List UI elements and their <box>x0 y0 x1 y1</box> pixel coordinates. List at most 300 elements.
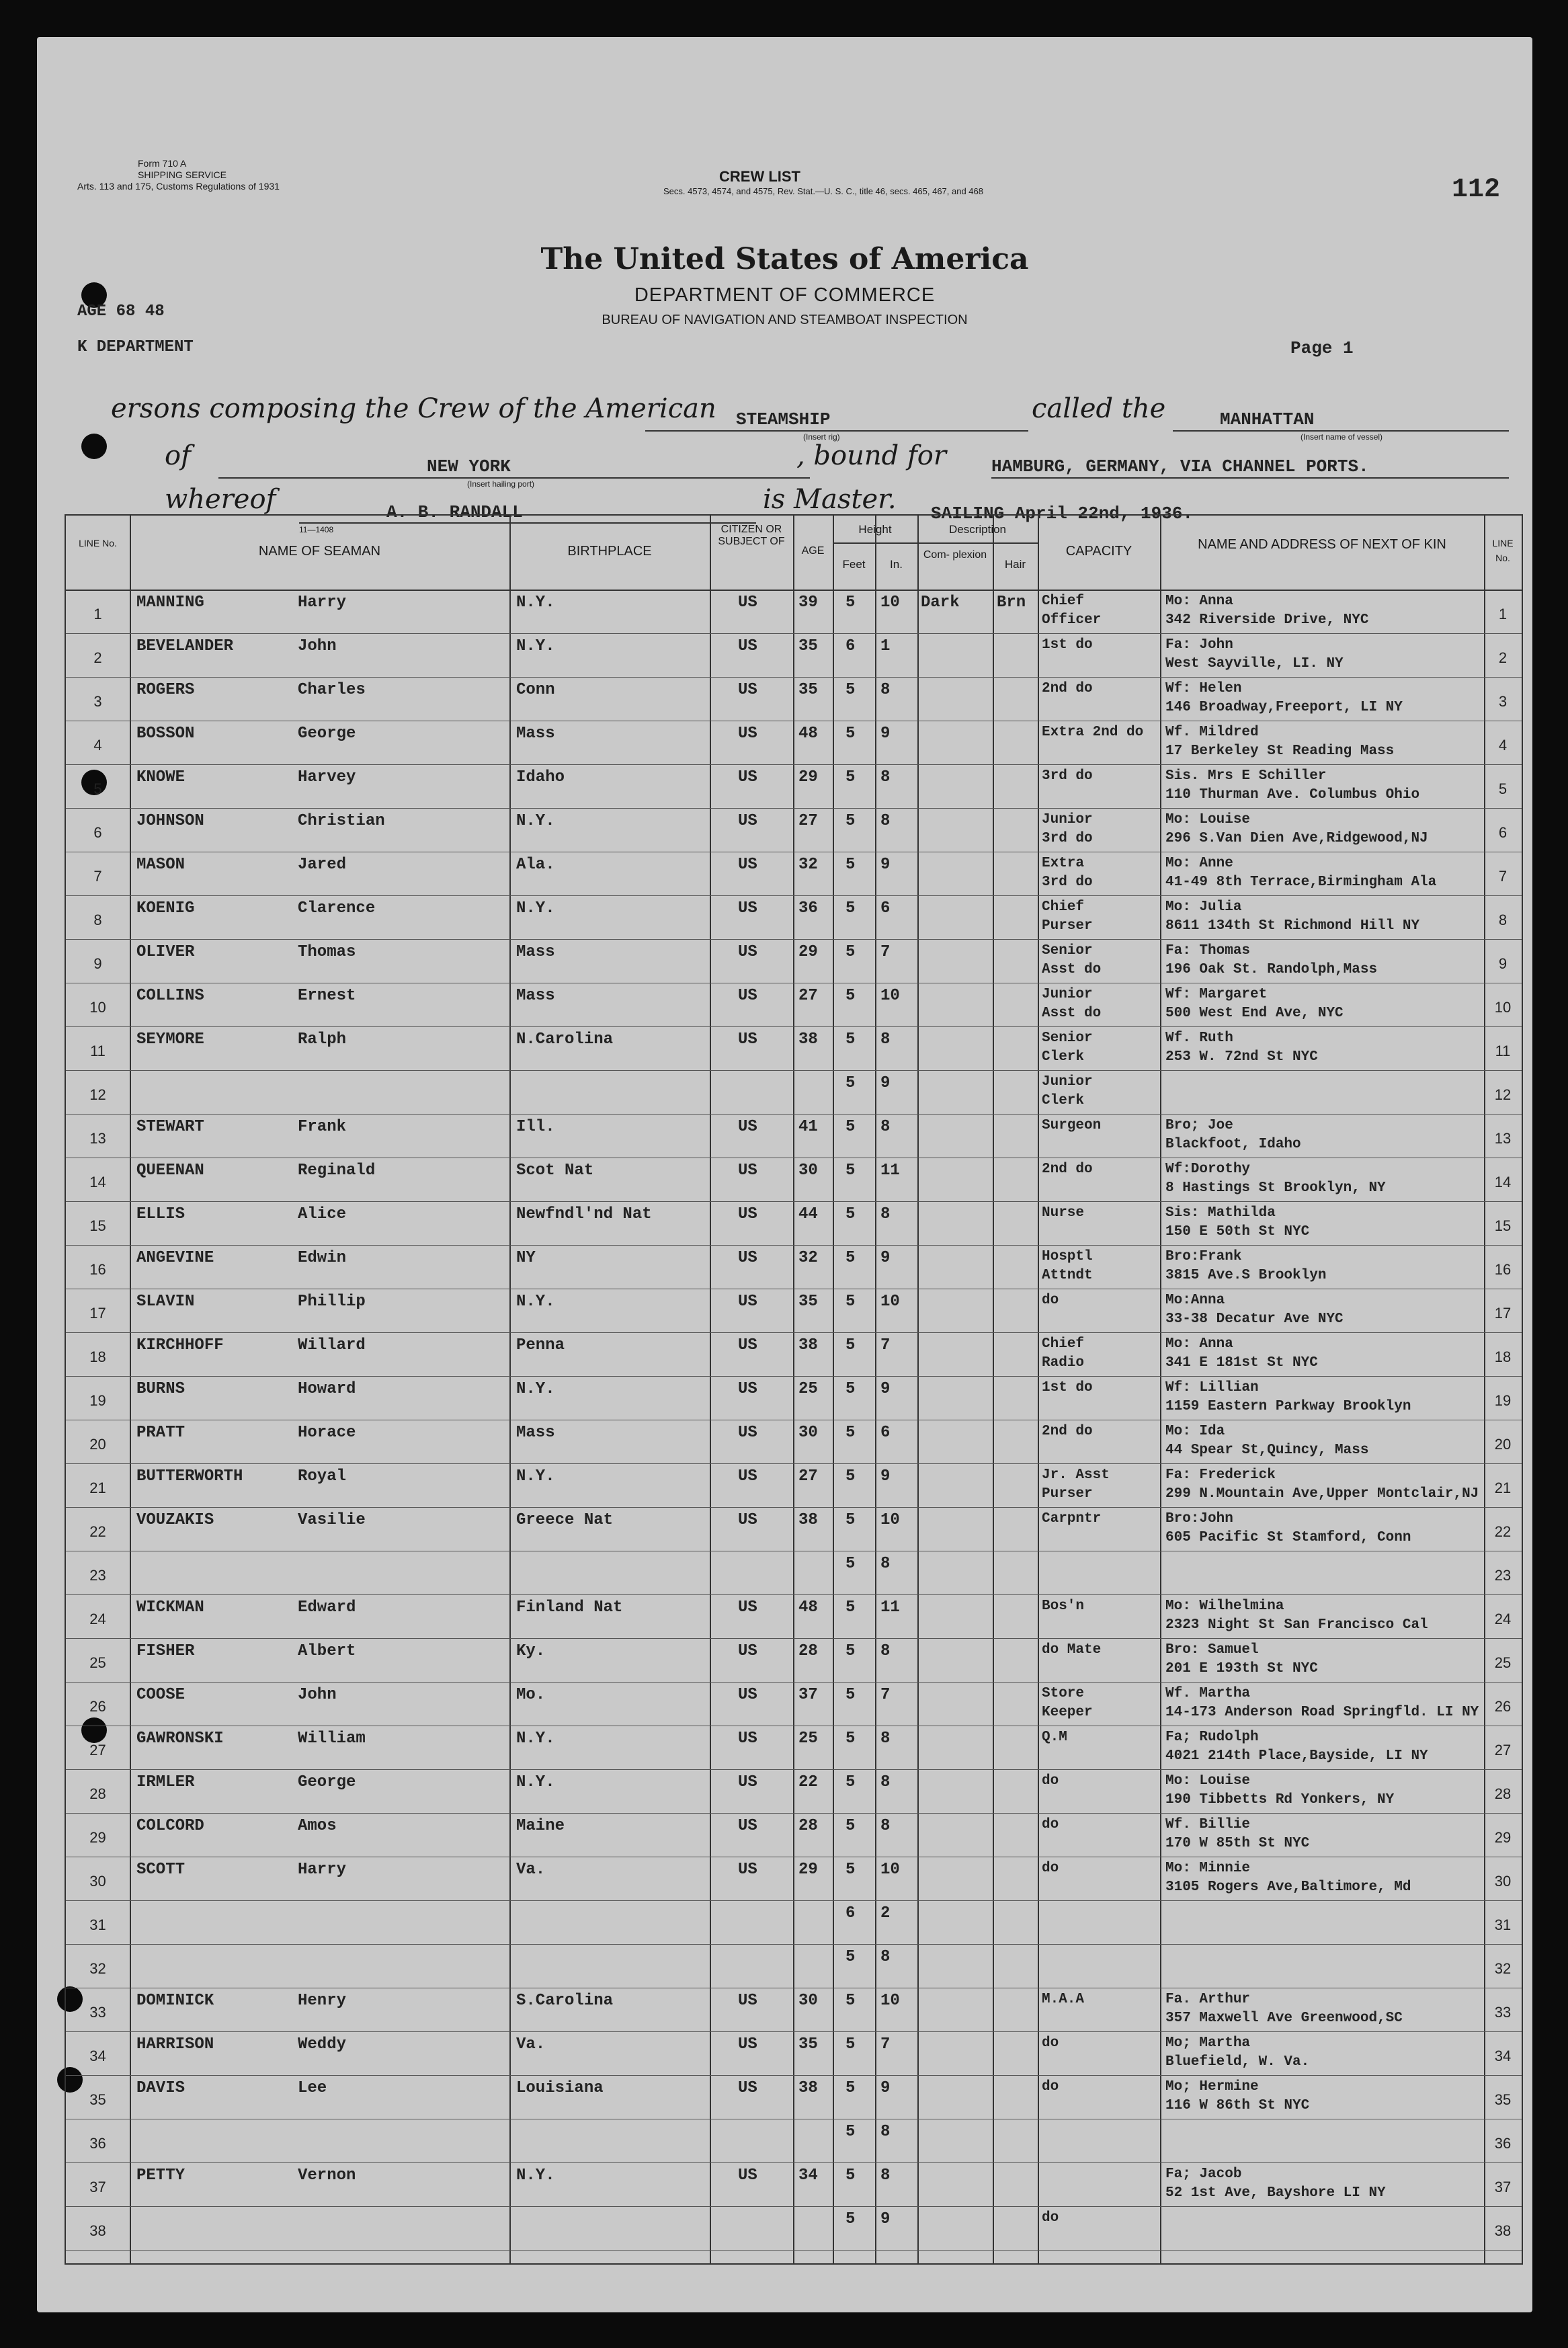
birthplace: Mo. <box>516 1686 546 1704</box>
first-name: Edwin <box>298 1249 347 1267</box>
birthplace: N.Y. <box>516 899 555 918</box>
sailing-date: SAILING April 22nd, 1936. <box>931 503 1194 524</box>
line-number: 28 <box>89 1785 106 1802</box>
capacity: 2nd do <box>1042 1424 1093 1439</box>
first-name: Henry <box>298 1992 347 2010</box>
height-feet: 5 <box>845 1074 856 1092</box>
birthplace: Ala. <box>516 856 555 874</box>
height-feet: 5 <box>845 856 856 874</box>
surname: KNOWE <box>136 768 185 786</box>
birthplace: N.Y. <box>516 1380 555 1398</box>
next-of-kin-address: 41-49 8th Terrace,Birmingham Ala <box>1165 875 1437 890</box>
surname: BUTTERWORTH <box>136 1467 243 1486</box>
height-feet: 5 <box>845 1948 856 1966</box>
surname: SEYMORE <box>136 1030 204 1049</box>
surname: QUEENAN <box>136 1162 204 1180</box>
next-of-kin-name: Wf. Mildred <box>1165 725 1259 740</box>
height-feet: 5 <box>845 812 856 830</box>
height-inches: 6 <box>880 899 891 918</box>
height-inches: 8 <box>880 2123 891 2141</box>
height-inches: 7 <box>880 1686 891 1704</box>
line-number-right: 34 <box>1494 2048 1512 2064</box>
row-divider <box>66 677 1522 678</box>
capacity: do <box>1042 2035 1059 2051</box>
height-inches: 8 <box>880 1948 891 1966</box>
line-number-right: 31 <box>1494 1916 1512 1933</box>
line-number: 22 <box>89 1523 106 1540</box>
next-of-kin-address: 110 Thurman Ave. Columbus Ohio <box>1165 787 1420 803</box>
height-inches: 6 <box>880 1424 891 1442</box>
line-number: 26 <box>89 1698 106 1715</box>
called-the-label: called the <box>1032 393 1166 424</box>
citizenship: US <box>738 2079 757 2097</box>
birthplace: Ky. <box>516 1642 546 1660</box>
first-name: John <box>298 1686 337 1704</box>
first-name: Lee <box>298 2079 327 2097</box>
height-feet: 5 <box>845 1555 856 1573</box>
surname: ANGEVINE <box>136 1249 214 1267</box>
height-feet: 5 <box>845 1511 856 1529</box>
line-number-right: 23 <box>1494 1567 1512 1584</box>
birthplace: Mass <box>516 725 555 743</box>
line-number-right: 9 <box>1498 955 1508 972</box>
next-of-kin-address: 196 Oak St. Randolph,Mass <box>1165 962 1378 977</box>
height-inches: 8 <box>880 681 891 699</box>
line-number: 5 <box>93 780 102 797</box>
line-number: 6 <box>93 824 102 841</box>
surname: BURNS <box>136 1380 185 1398</box>
capacity-line2: Asst do <box>1042 962 1102 977</box>
citizenship: US <box>738 1730 757 1748</box>
birthplace: Scot Nat <box>516 1162 594 1180</box>
age: 39 <box>798 594 818 612</box>
col-capacity: CAPACITY <box>1065 544 1132 559</box>
first-name: John <box>298 637 337 655</box>
capacity: Hosptl <box>1042 1249 1093 1264</box>
line-number: 36 <box>89 2135 106 2152</box>
next-of-kin-name: Mo: Anna <box>1165 594 1233 609</box>
citizenship: US <box>738 1336 757 1354</box>
birthplace: Maine <box>516 1817 565 1835</box>
age: 35 <box>798 681 818 699</box>
line-number: 3 <box>93 693 102 710</box>
first-name: Vasilie <box>298 1511 366 1529</box>
height-feet: 5 <box>845 1992 856 2010</box>
age: 27 <box>798 812 818 830</box>
citizenship: US <box>738 943 757 961</box>
line-number: 32 <box>89 1960 106 1977</box>
row-divider <box>66 1813 1522 1814</box>
line-number-right: 38 <box>1494 2222 1512 2239</box>
age: 48 <box>798 1598 818 1617</box>
row-divider <box>66 808 1522 809</box>
surname: MANNING <box>136 594 204 612</box>
form-number: Form 710 A <box>138 158 187 169</box>
height-inches: 9 <box>880 2210 891 2228</box>
next-of-kin-name: Mo; Martha <box>1165 2035 1251 2051</box>
age: 29 <box>798 1861 818 1879</box>
birthplace: N.Y. <box>516 1293 555 1311</box>
age: 28 <box>798 1817 818 1835</box>
surname: SLAVIN <box>136 1293 195 1311</box>
capacity: Chief <box>1042 899 1085 915</box>
line-number-right: 20 <box>1494 1436 1512 1453</box>
citizenship: US <box>738 1992 757 2010</box>
surname: PETTY <box>136 2167 185 2185</box>
is-master-label: is Master. <box>763 484 897 515</box>
next-of-kin-name: Mo: Anne <box>1165 856 1233 871</box>
row-divider <box>66 764 1522 765</box>
row-divider <box>66 1463 1522 1464</box>
first-name: Willard <box>298 1336 366 1354</box>
age: 30 <box>798 1992 818 2010</box>
capacity: do <box>1042 2210 1059 2226</box>
destination: HAMBURG, GERMANY, VIA CHANNEL PORTS. <box>991 456 1369 477</box>
capacity-line2: Officer <box>1042 612 1102 628</box>
crew-list-document <box>37 37 1532 2312</box>
line-number: 4 <box>93 737 102 754</box>
first-name: Harry <box>298 594 347 612</box>
page-number: 112 <box>1452 175 1501 205</box>
birthplace: N.Y. <box>516 812 555 830</box>
department-note: K DEPARTMENT <box>77 338 194 356</box>
capacity: Junior <box>1042 812 1093 827</box>
line-number-right: 19 <box>1494 1392 1512 1409</box>
height-feet: 6 <box>845 1904 856 1922</box>
age: 34 <box>798 2167 818 2185</box>
surname: MASON <box>136 856 185 874</box>
next-of-kin-address: 253 W. 72nd St NYC <box>1165 1049 1318 1065</box>
citizenship: US <box>738 681 757 699</box>
line-number: 9 <box>93 955 102 972</box>
statutes: Secs. 4573, 4574, and 4575, Rev. Stat.—U. S. C., title 46, secs. 465, 467, and 468 <box>663 186 983 196</box>
row-divider <box>66 1376 1522 1377</box>
capacity: Junior <box>1042 1074 1093 1090</box>
capacity: Junior <box>1042 987 1093 1002</box>
age: 36 <box>798 899 818 918</box>
capacity: 2nd do <box>1042 681 1093 696</box>
next-of-kin-name: Fa; Jacob <box>1165 2167 1242 2182</box>
age: 30 <box>798 1424 818 1442</box>
capacity: Senior <box>1042 1030 1093 1046</box>
birthplace: N.Carolina <box>516 1030 614 1049</box>
birthplace: Mass <box>516 987 555 1005</box>
next-of-kin-address: 342 Riverside Drive, NYC <box>1165 612 1369 628</box>
capacity: 3rd do <box>1042 768 1093 784</box>
height-inches: 9 <box>880 2079 891 2097</box>
line-number-right: 12 <box>1494 1086 1512 1103</box>
next-of-kin-address: 357 Maxwell Ave Greenwood,SC <box>1165 2011 1403 2026</box>
height-feet: 5 <box>845 1424 856 1442</box>
line-number-right: 13 <box>1494 1130 1512 1147</box>
age: 27 <box>798 1467 818 1486</box>
col-age: AGE <box>801 545 825 557</box>
next-of-kin-name: Mo: Julia <box>1165 899 1242 915</box>
height-inches: 8 <box>880 1205 891 1223</box>
citizenship: US <box>738 1467 757 1486</box>
age: 38 <box>798 1511 818 1529</box>
next-of-kin-name: Bro:Frank <box>1165 1249 1242 1264</box>
height-inches: 9 <box>880 725 891 743</box>
next-of-kin-name: Mo: Ida <box>1165 1424 1225 1439</box>
first-name: Charles <box>298 681 366 699</box>
col-citizen: CITIZEN OR SUBJECT OF <box>718 524 785 547</box>
next-of-kin-address: Blackfoot, Idaho <box>1165 1137 1301 1152</box>
first-name: Royal <box>298 1467 347 1486</box>
height-inches: 8 <box>880 1118 891 1136</box>
first-name: Thomas <box>298 943 356 961</box>
line-number-right: 2 <box>1498 649 1508 666</box>
next-of-kin-address: 33-38 Decatur Ave NYC <box>1165 1311 1344 1327</box>
birthplace: N.Y. <box>516 2167 555 2185</box>
height-feet: 5 <box>845 1293 856 1311</box>
capacity: do <box>1042 2079 1059 2095</box>
line-number: 10 <box>89 999 106 1016</box>
height-inches: 9 <box>880 856 891 874</box>
of-label: of <box>165 440 191 471</box>
height-inches: 10 <box>880 987 900 1005</box>
vessel-name: MANHATTAN <box>1220 409 1315 430</box>
row-divider <box>66 1201 1522 1202</box>
age: 27 <box>798 987 818 1005</box>
row-divider <box>66 2075 1522 2076</box>
first-name: Ralph <box>298 1030 347 1049</box>
birthplace: S.Carolina <box>516 1992 614 2010</box>
next-of-kin-name: Fa; Rudolph <box>1165 1730 1259 1745</box>
capacity: do <box>1042 1817 1059 1832</box>
col-next-of-kin: NAME AND ADDRESS OF NEXT OF KIN <box>1198 537 1446 552</box>
form-regs: Arts. 113 and 175, Customs Regulations of 1931 <box>77 181 280 192</box>
height-inches: 8 <box>880 2167 891 2185</box>
line-number-right: 10 <box>1494 999 1512 1016</box>
citizenship: US <box>738 1642 757 1660</box>
line-number-right: 16 <box>1494 1261 1512 1278</box>
age: 48 <box>798 725 818 743</box>
capacity: 2nd do <box>1042 1162 1093 1177</box>
citizenship: US <box>738 1424 757 1442</box>
first-name: Frank <box>298 1118 347 1136</box>
line-number: 17 <box>89 1305 106 1322</box>
hair: Brn <box>997 594 1026 612</box>
next-of-kin-address: 4021 214th Place,Bayside, LI NY <box>1165 1748 1428 1764</box>
height-feet: 5 <box>845 1118 856 1136</box>
first-name: George <box>298 725 356 743</box>
line-number: 34 <box>89 2048 106 2064</box>
birthplace: Mass <box>516 1424 555 1442</box>
surname: JOHNSON <box>136 812 204 830</box>
height-feet: 5 <box>845 1205 856 1223</box>
next-of-kin-address: 299 N.Mountain Ave,Upper Montclair,NJ <box>1165 1486 1479 1502</box>
row-divider <box>66 1332 1522 1333</box>
age: 37 <box>798 1686 818 1704</box>
capacity-line2: Clerk <box>1042 1093 1085 1108</box>
row-divider <box>66 2031 1522 2032</box>
col-hair: Hair <box>1004 558 1026 571</box>
first-name: Harry <box>298 1861 347 1879</box>
next-of-kin-address: 8 Hastings St Brooklyn, NY <box>1165 1180 1386 1196</box>
height-feet: 5 <box>845 681 856 699</box>
line-number-right: 37 <box>1494 2179 1512 2195</box>
height-feet: 5 <box>845 2167 856 2185</box>
height-inches: 9 <box>880 1380 891 1398</box>
height-feet: 5 <box>845 1249 856 1267</box>
next-of-kin-address: 116 W 86th St NYC <box>1165 2098 1310 2113</box>
height-inches: 10 <box>880 1992 900 2010</box>
col-line-no-right: LINE No. <box>1492 538 1514 563</box>
line-number-right: 36 <box>1494 2135 1512 2152</box>
birthplace: N.Y. <box>516 1773 555 1791</box>
col-feet: Feet <box>842 558 866 571</box>
row-divider <box>66 895 1522 896</box>
citizenship: US <box>738 1773 757 1791</box>
age: 32 <box>798 1249 818 1267</box>
capacity-line2: Purser <box>1042 1486 1093 1502</box>
capacity-line2: Keeper <box>1042 1705 1093 1720</box>
surname: ROGERS <box>136 681 195 699</box>
line-number-right: 22 <box>1494 1523 1512 1540</box>
capacity: Surgeon <box>1042 1118 1102 1133</box>
next-of-kin-name: Mo: Louise <box>1165 812 1251 827</box>
capacity-line2: Attndt <box>1042 1268 1093 1283</box>
col-inches: In. <box>890 558 903 571</box>
capacity: do Mate <box>1042 1642 1102 1658</box>
surname: IRMLER <box>136 1773 195 1791</box>
line-number-right: 5 <box>1498 780 1508 797</box>
age: 41 <box>798 1118 818 1136</box>
citizenship: US <box>738 1817 757 1835</box>
age: 29 <box>798 768 818 786</box>
age: 25 <box>798 1380 818 1398</box>
height-inches: 10 <box>880 1861 900 1879</box>
age: 38 <box>798 2079 818 2097</box>
age: 30 <box>798 1162 818 1180</box>
height-inches: 9 <box>880 1074 891 1092</box>
citizenship: US <box>738 1293 757 1311</box>
height-feet: 6 <box>845 637 856 655</box>
form-code: 11—1408 <box>299 525 334 534</box>
birthplace: NY <box>516 1249 536 1267</box>
line-number: 31 <box>89 1916 106 1933</box>
line-number: 30 <box>89 1873 106 1890</box>
surname: BEVELANDER <box>136 637 234 655</box>
height-inches: 1 <box>880 637 891 655</box>
height-inches: 8 <box>880 1817 891 1835</box>
age: 28 <box>798 1642 818 1660</box>
height-inches: 11 <box>880 1162 900 1180</box>
next-of-kin-address: 201 E 193th St NYC <box>1165 1661 1318 1676</box>
citizenship: US <box>738 1205 757 1223</box>
line-number-right: 24 <box>1494 1611 1512 1627</box>
height-feet: 5 <box>845 899 856 918</box>
heading-title: The United States of America <box>540 242 1029 276</box>
surname: COOSE <box>136 1686 185 1704</box>
line-number-right: 17 <box>1494 1305 1512 1322</box>
line-number-right: 11 <box>1495 1043 1511 1059</box>
col-line-no: LINE No. <box>79 538 117 549</box>
surname: DOMINICK <box>136 1992 214 2010</box>
line-number: 38 <box>89 2222 106 2239</box>
next-of-kin-address: 3105 Rogers Ave,Baltimore, Md <box>1165 1879 1411 1895</box>
capacity: Extra <box>1042 856 1085 871</box>
age: 44 <box>798 1205 818 1223</box>
capacity: Jr. Asst <box>1042 1467 1110 1483</box>
persons-label: ersons composing the Crew of the American <box>111 393 716 424</box>
height-feet: 5 <box>845 725 856 743</box>
first-name: Albert <box>298 1642 356 1660</box>
birthplace: N.Y. <box>516 594 555 612</box>
birthplace: Idaho <box>516 768 565 786</box>
next-of-kin-name: Sis: Mathilda <box>1165 1205 1276 1221</box>
line-number: 37 <box>89 2179 106 2195</box>
row-divider <box>66 1769 1522 1770</box>
height-feet: 5 <box>845 1773 856 1791</box>
surname: GAWRONSKI <box>136 1730 224 1748</box>
height-feet: 5 <box>845 1861 856 1879</box>
capacity: Senior <box>1042 943 1093 959</box>
citizenship: US <box>738 1511 757 1529</box>
line-number-right: 8 <box>1498 912 1508 928</box>
citizenship: US <box>738 1861 757 1879</box>
line-number: 11 <box>90 1043 106 1059</box>
citizenship: US <box>738 768 757 786</box>
surname: ELLIS <box>136 1205 185 1223</box>
citizenship: US <box>738 1249 757 1267</box>
citizenship: US <box>738 1380 757 1398</box>
line-number: 25 <box>89 1654 106 1671</box>
line-number: 15 <box>89 1217 106 1234</box>
line-number: 20 <box>89 1436 106 1453</box>
next-of-kin-address: 17 Berkeley St Reading Mass <box>1165 743 1395 759</box>
height-inches: 9 <box>880 1467 891 1486</box>
complexion: Dark <box>921 594 960 612</box>
first-name: Edward <box>298 1598 356 1617</box>
capacity: Nurse <box>1042 1205 1085 1221</box>
height-inches: 8 <box>880 1730 891 1748</box>
birthplace: Conn <box>516 681 555 699</box>
height-feet: 5 <box>845 1162 856 1180</box>
col-birthplace: BIRTHPLACE <box>567 544 652 559</box>
height-inches: 8 <box>880 1030 891 1049</box>
citizenship: US <box>738 725 757 743</box>
first-name: Jared <box>298 856 347 874</box>
line-number-right: 27 <box>1494 1742 1512 1758</box>
line-number-right: 26 <box>1494 1698 1512 1715</box>
height-inches: 10 <box>880 1293 900 1311</box>
row-divider <box>66 939 1522 940</box>
line-number-right: 7 <box>1498 868 1508 885</box>
height-feet: 5 <box>845 1686 856 1704</box>
capacity-line2: Clerk <box>1042 1049 1085 1065</box>
birthplace: N.Y. <box>516 1730 555 1748</box>
col-description: Description <box>948 523 1007 536</box>
citizenship: US <box>738 812 757 830</box>
birthplace: Va. <box>516 1861 546 1879</box>
capacity: Extra 2nd do <box>1042 725 1144 740</box>
capacity: do <box>1042 1773 1059 1789</box>
birthplace: Louisiana <box>516 2079 604 2097</box>
line-number-right: 29 <box>1494 1829 1512 1846</box>
surname: KOENIG <box>136 899 195 918</box>
next-of-kin-address: 170 W 85th St NYC <box>1165 1836 1310 1851</box>
row-divider <box>66 1026 1522 1027</box>
next-of-kin-name: Wf. Martha <box>1165 1686 1251 1701</box>
surname: COLLINS <box>136 987 204 1005</box>
line-number: 2 <box>93 649 102 666</box>
age: 35 <box>798 1293 818 1311</box>
next-of-kin-name: Mo: Wilhelmina <box>1165 1598 1284 1614</box>
capacity-line2: Asst do <box>1042 1006 1102 1021</box>
citizenship: US <box>738 594 757 612</box>
